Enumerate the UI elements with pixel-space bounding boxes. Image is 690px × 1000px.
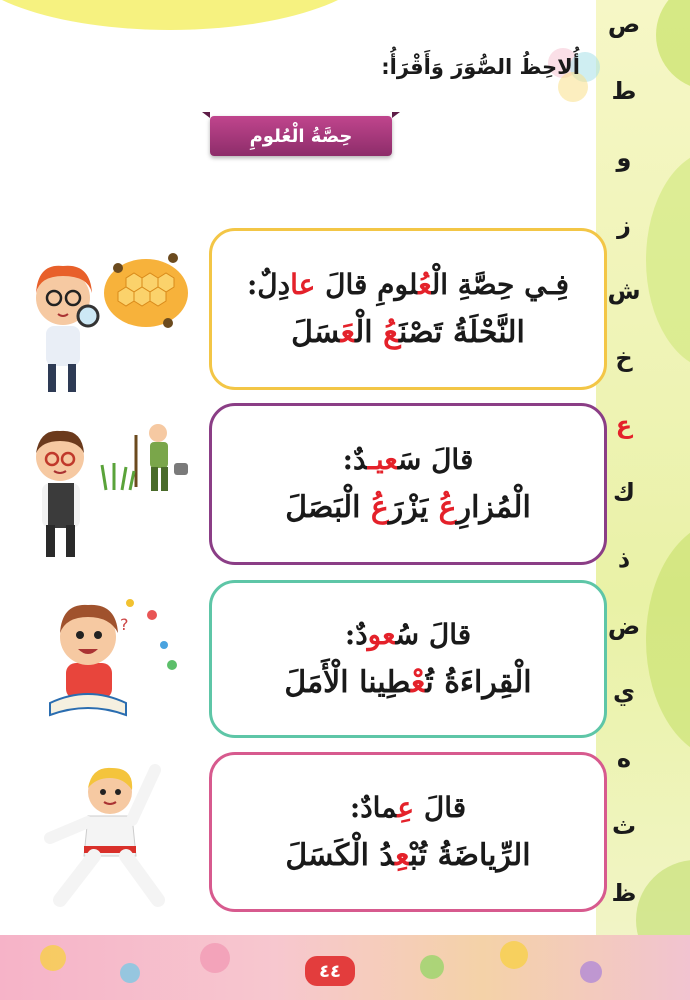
highlighted-letter: عُ xyxy=(370,489,389,525)
card-4-sentence xyxy=(285,837,530,875)
alphabet-letter: ه xyxy=(616,745,632,774)
highlighted-letter: عِ xyxy=(397,790,415,824)
alphabet-letter: ظ xyxy=(611,878,637,907)
highlighted-letter: عِ xyxy=(395,837,410,873)
highlighted-letter: عا xyxy=(290,267,316,301)
sentence-card-3 xyxy=(209,580,607,738)
card-1-sentence xyxy=(291,314,525,352)
lesson-title-ribbon xyxy=(196,112,406,160)
text-segment: الْقِراءَةُ تُ xyxy=(425,664,532,700)
card-2-speaker-line xyxy=(343,442,474,477)
highlighted-letter: عُ xyxy=(418,267,432,301)
boy-and-farmer-illustration xyxy=(22,415,192,565)
card-3-sentence xyxy=(284,664,531,702)
text-segment: يَزْرَ xyxy=(388,489,439,525)
instruction-text: أُلاحِظُ الصُّوَرَ وَأَقْرَأُ: xyxy=(381,55,580,79)
text-segment: الْ xyxy=(355,314,384,350)
highlighted-letter: عْ xyxy=(410,664,426,700)
highlighted-letter: عَ xyxy=(340,314,356,350)
text-segment: الْبَصَلَ xyxy=(285,489,371,525)
text-segment: دٌ: xyxy=(344,617,368,651)
card-4-speaker-line xyxy=(350,790,466,825)
svg-text:?: ? xyxy=(120,615,129,634)
text-segment: دِلٌ: xyxy=(246,267,291,301)
alphabet-letter: ض xyxy=(607,611,641,640)
scientist-boy-illustration xyxy=(18,238,188,398)
alphabet-letter: ع xyxy=(615,411,633,440)
alphabet-letter: ذ xyxy=(617,544,631,573)
alphabet-letter: و xyxy=(616,143,632,172)
text-segment: طِينا الْأَمَلَ xyxy=(284,664,411,700)
text-segment: الْمُزارِ xyxy=(456,489,531,525)
card-1-speaker-line xyxy=(247,267,569,302)
text-segment: مادٌ: xyxy=(349,790,398,824)
alphabet-letter: ط xyxy=(611,76,637,105)
lesson-title: حِصَّةُ الْعُلومِ xyxy=(249,125,353,147)
text-segment: سَلَ xyxy=(291,314,341,350)
alphabet-letter: ش xyxy=(607,277,641,306)
text-segment: قالَ xyxy=(414,790,467,824)
card-2-sentence xyxy=(285,489,531,527)
text-segment: قالَ سُ xyxy=(395,617,472,651)
highlighted-letter: عُ xyxy=(438,489,457,525)
alphabet-letter: ز xyxy=(617,210,631,239)
alphabet-letter: ك xyxy=(613,477,635,506)
highlighted-letter: عيـ xyxy=(367,442,398,476)
text-segment: قالَ سَ xyxy=(397,442,474,476)
page-number: ٤٤ xyxy=(305,956,355,986)
alphabet-letter: ث xyxy=(611,812,637,841)
card-3-speaker-line xyxy=(345,617,471,652)
text-segment: دٌ: xyxy=(342,442,368,476)
highlighted-letter: عو xyxy=(367,617,396,651)
reading-boy-illustration xyxy=(40,585,190,735)
text-segment: دُ الْكَسَلَ xyxy=(285,837,396,873)
sentence-card-1 xyxy=(209,228,607,390)
karate-boy-illustration xyxy=(40,760,190,915)
sentence-card-2 xyxy=(209,403,607,565)
sentence-card-4 xyxy=(209,752,607,912)
highlighted-letter: عُ xyxy=(383,314,400,350)
text-segment: لومِ قالَ xyxy=(315,267,419,301)
alphabet-letter: خ xyxy=(615,344,633,373)
text-segment: فِـي حِصَّةِ الْ xyxy=(431,267,570,301)
alphabet-strip xyxy=(602,12,646,972)
text-segment: النَّحْلَةُ تَصْنَ xyxy=(399,314,525,350)
alphabet-letter: ص xyxy=(607,10,641,38)
alphabet-letter: ي xyxy=(613,678,635,707)
top-decoration xyxy=(0,0,380,30)
text-segment: الرِّياضَةُ تُبْ xyxy=(409,837,531,873)
